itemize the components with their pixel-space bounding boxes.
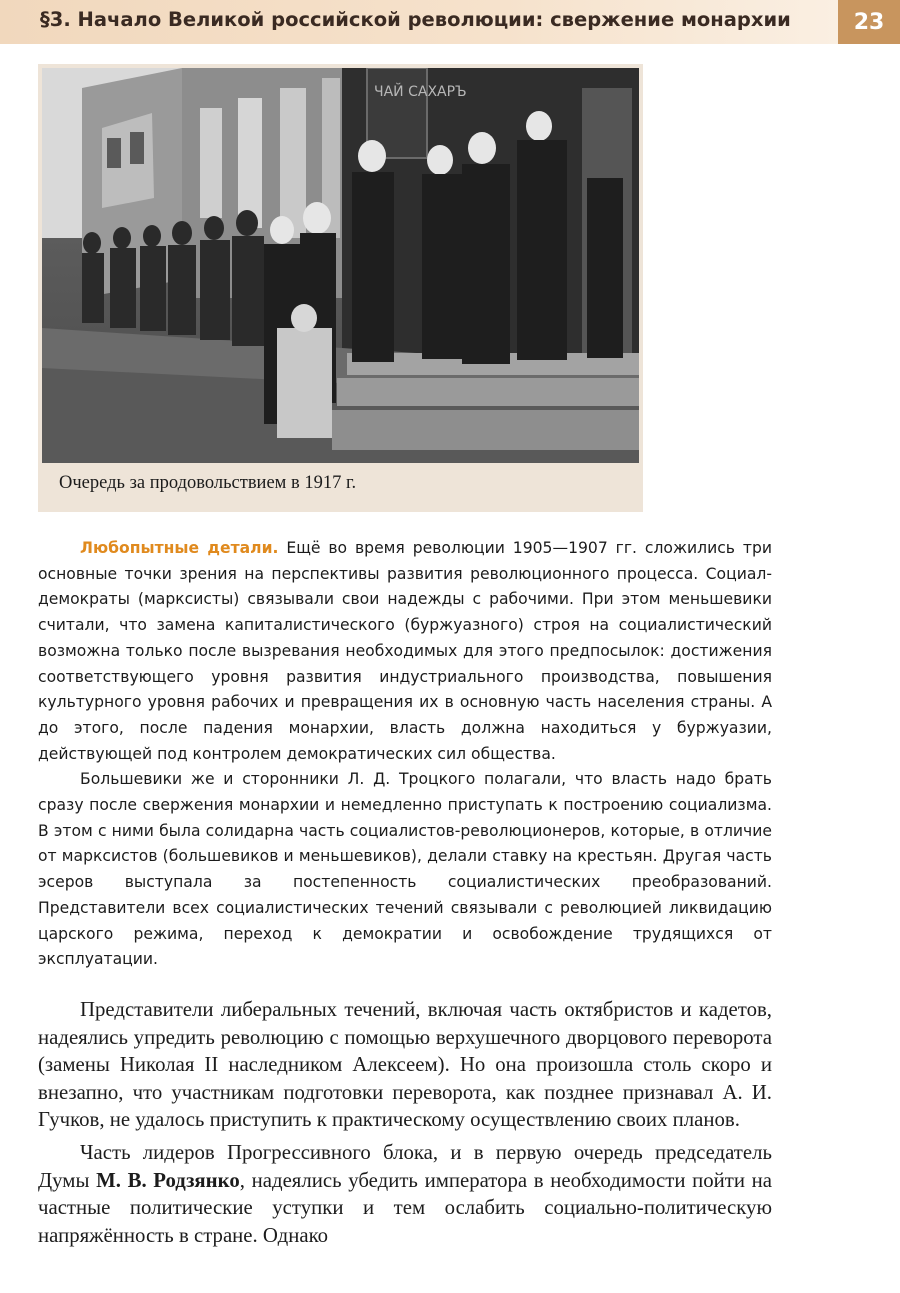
curious-details-block — [38, 536, 772, 973]
main-paragraph-2-end: , надеялись убедить императора в необходимости пойти на частные политические уступки и тем ослабить социально-политическую напряжённость в стране. Однако — [38, 1168, 772, 1247]
main-paragraph-2 — [38, 1139, 772, 1249]
main-paragraph-2-start: Часть лидеров Прогрессивного блока, и в первую очередь председатель Думы — [38, 1140, 772, 1192]
details-paragraph-2: Большевики же и сторонники Л. Д. Троцкого полагали, что власть надо брать сразу после свержения монархии и немедленно приступать к построению социализма. В этом с ними была солидарна часть социалистов-революционеров, которые, в отличие от марксистов (большевиков и меньшевиков), делали ставку на крестьян. Другая часть эсеров выступала за постепенность социалистических преобразований. Представители всех социалистических течений связывали с революцией ликвидацию царского режима, переход к демократии и освобождение трудящихся от эксплуатации. — [38, 770, 772, 969]
main-text-block — [38, 996, 772, 1254]
rodzianko-name: М. В. Родзянко — [96, 1168, 240, 1192]
curious-details-label: Любопытные детали. — [80, 539, 279, 557]
shop-sign: ЧАЙ САХАРЪ — [374, 84, 467, 100]
details-paragraph-1-text: Ещё во время революции 1905—1907 гг. сложились три основные точки зрения на перспективы развития революционного процесса. Социал-демократы (марксисты) связывали свои надежды с рабочими. При этом меньшевики считали, что замена капиталистического (буржуазного) строя на социалистический возможна только после вызревания необходимых для этого предпосылок: достижения соответствующего уровня развития индустриального производства, повышения культурного уровня рабочих и превращения их в основную часть населения страны. А до этого, после падения монархии, власть должна находиться у буржуазии, действующей под контролем демократических сил общества. — [38, 539, 772, 763]
figure — [38, 64, 643, 512]
main-paragraph-1: Представители либеральных течений, включая часть октябристов и кадетов, надеялись упредить революцию с помощью верхушечного дворцового переворота (замены Николая II наследником Алексеем). Но она произошла столь скоро и внезапно, что участникам подготовки переворота, как позднее признавал А. И. Гучков, не удалось приступить к практическому осуществлению своих планов. — [38, 998, 772, 1132]
queue-photo — [42, 68, 639, 463]
page-header — [0, 0, 900, 44]
figure-caption: Очередь за продовольствием в 1917 г. — [59, 473, 357, 493]
section-title: §3. Начало Великой российской революции: свержение монархии — [40, 8, 791, 31]
queue-photo-illustration — [42, 68, 639, 463]
page-number: 23 — [838, 0, 900, 44]
details-paragraph-1 — [38, 536, 772, 767]
